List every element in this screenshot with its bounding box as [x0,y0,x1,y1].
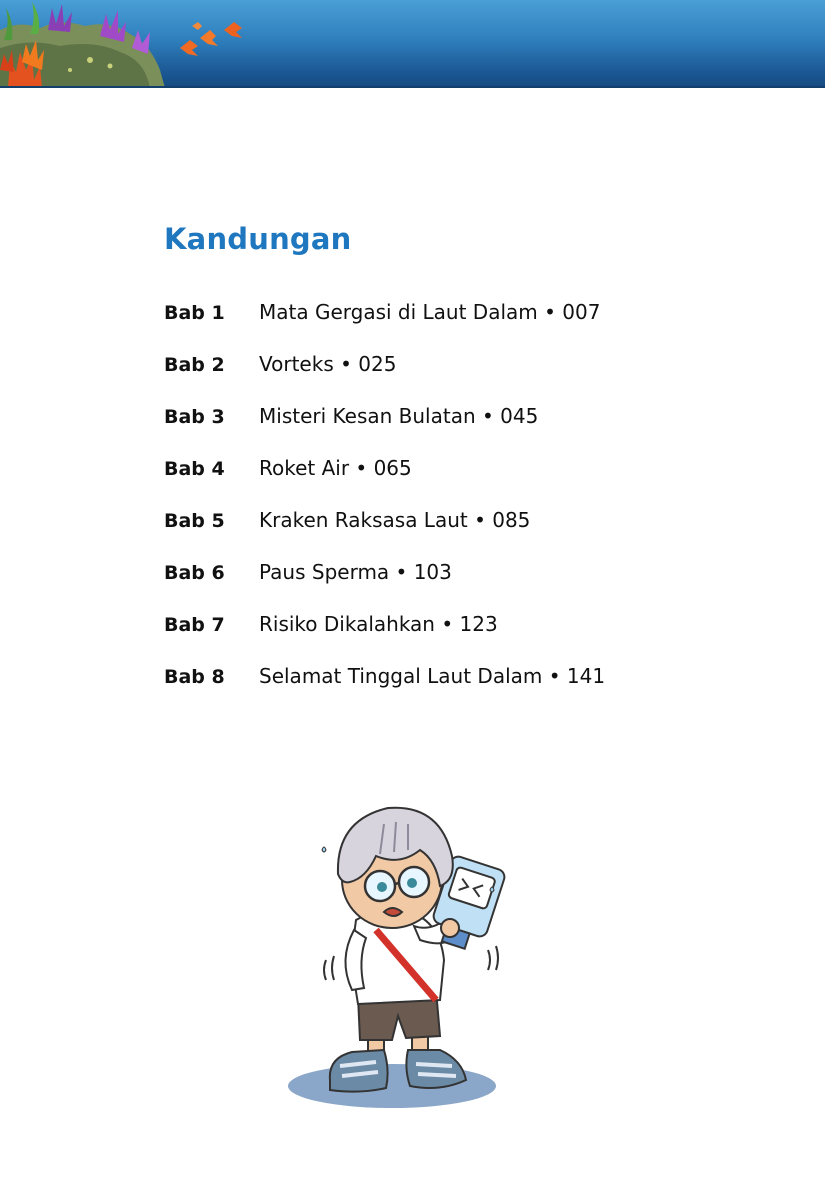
chapter-number: Bab 3 [164,406,225,428]
chapter-entry: Risiko Dikalahkan • 123 [259,612,498,636]
chapter-number: Bab 4 [164,458,225,480]
toc-row [164,300,724,352]
toc-row [164,560,724,612]
chapter-entry: Vorteks • 025 [259,352,397,376]
chapter-entry: Mata Gergasi di Laut Dalam • 007 [259,300,601,324]
toc-row [164,664,724,716]
chapter-entry: Paus Sperma • 103 [259,560,452,584]
toc-row [164,508,724,560]
chapter-number: Bab 6 [164,562,225,584]
toc-row [164,352,724,404]
chapter-number: Bab 7 [164,614,225,636]
chapter-entry: Misteri Kesan Bulatan • 045 [259,404,539,428]
toc-row [164,612,724,664]
chapter-entry: Selamat Tinggal Laut Dalam • 141 [259,664,606,688]
toc-row [164,456,724,508]
orange-fish-icon [176,18,246,58]
chapter-entry: Kraken Raksasa Laut • 085 [259,508,531,532]
toc-row [164,404,724,456]
scared-boy-with-robot-illustration [280,790,520,1120]
chapter-number: Bab 1 [164,302,225,324]
coral-reef-icon [0,0,170,88]
chapter-number: Bab 5 [164,510,225,532]
chapter-number: Bab 8 [164,666,225,688]
toc-list [164,300,724,716]
page-title: Kandungan [164,222,352,256]
banner-divider [0,86,825,88]
top-banner [0,0,825,88]
chapter-entry: Roket Air • 065 [259,456,412,480]
chapter-number: Bab 2 [164,354,225,376]
